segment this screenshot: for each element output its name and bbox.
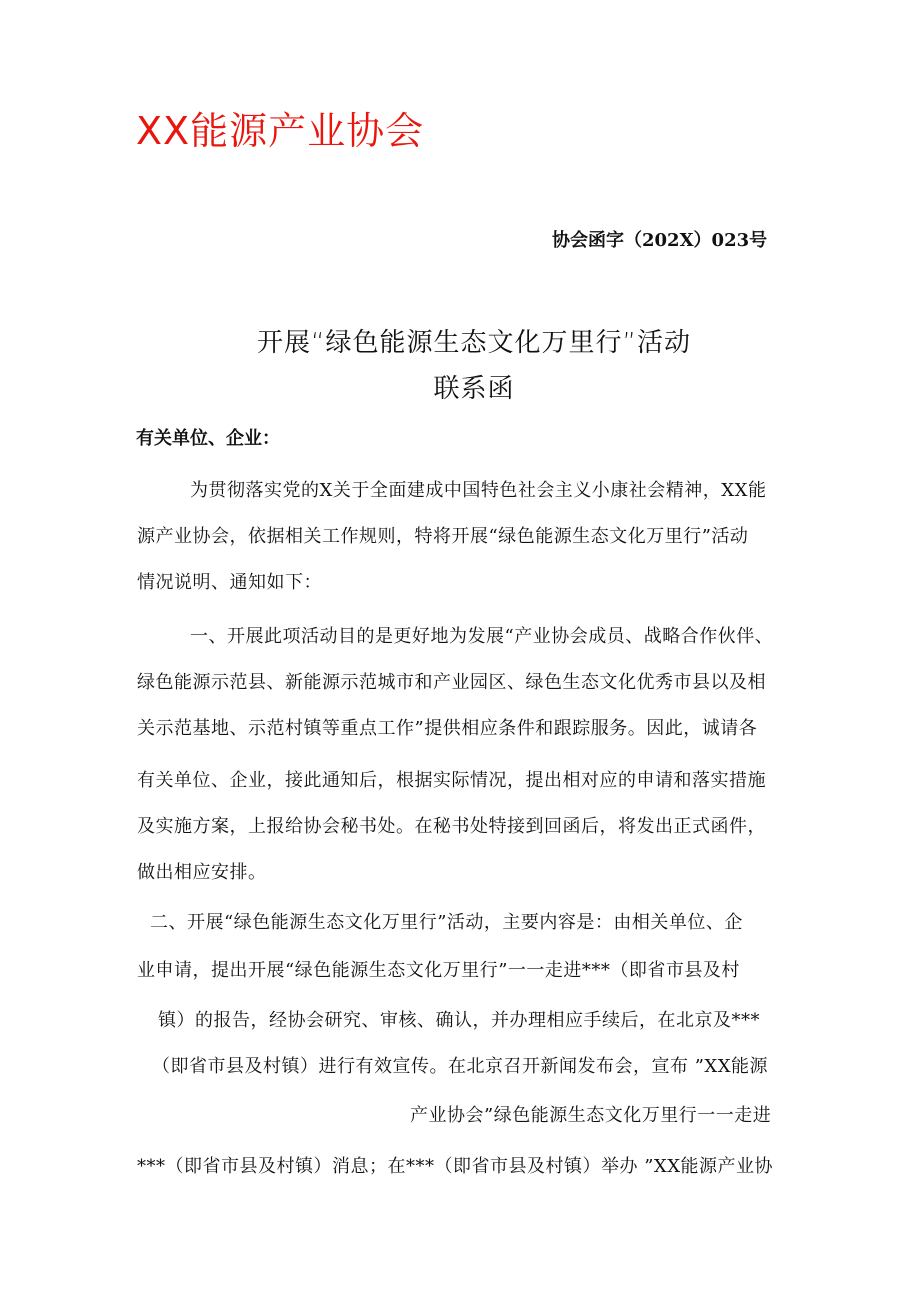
organization-title: XX能源产业协会: [136, 109, 425, 153]
body-line: 有关单位、企业，接此通知后，根据实际情况，提出相对应的申请和落实措施: [137, 770, 766, 791]
body-line: 关示范基地、示范村镇等重点工作”提供相应条件和跟踪服务。因此，诚请各: [137, 718, 758, 739]
body-line: 二、开展“绿色能源生态文化万里行”活动，主要内容是：由相关单位、企: [150, 912, 743, 933]
body-line: 源产业协会，依据相关工作规则，特将开展“绿色能源生态文化万里行”活动: [137, 526, 749, 547]
body-line: 做出相应安排。: [137, 862, 267, 883]
document-title-line1: 开展“绿色能源生态文化万里行”活动: [257, 328, 691, 358]
document-title-line2: 联系函: [433, 374, 515, 404]
body-line: 绿色能源示范县、新能源示范城市和产业园区、绿色生态文化优秀市县以及相: [137, 672, 766, 693]
document-number: 协会函字（202X）023号: [552, 230, 768, 251]
body-line: ***（即省市县及村镇）消息；在***（即省市县及村镇）举办 ”XX能源产业协: [137, 1156, 774, 1177]
body-line: 及实施方案，上报给协会秘书处。在秘书处特接到回函后，将发出正式函件，: [137, 816, 766, 837]
body-line: 镇）的报告，经协会研究、审核、确认，并办理相应手续后，在北京及***: [158, 1010, 760, 1031]
body-line: 为贯彻落实党的X关于全面建成中国特色社会主义小康社会精神，XX能: [190, 480, 767, 501]
body-line: 一、开展此项活动目的是更好地为发展“产业协会成员、战略合作伙伴、: [190, 626, 774, 647]
salutation: 有关单位、企业：: [136, 428, 280, 449]
body-line: 情况说明、通知如下：: [137, 572, 322, 593]
body-line: 产业协会”绿色能源生态文化万里行一一走进: [410, 1105, 772, 1126]
body-line: 业申请，提出开展“绿色能源生态文化万里行”一一走进***（即省市县及村: [137, 960, 740, 981]
body-line: （即省市县及村镇）进行有效宣传。在北京召开新闻发布会，宣布 ”XX能源: [152, 1056, 769, 1077]
